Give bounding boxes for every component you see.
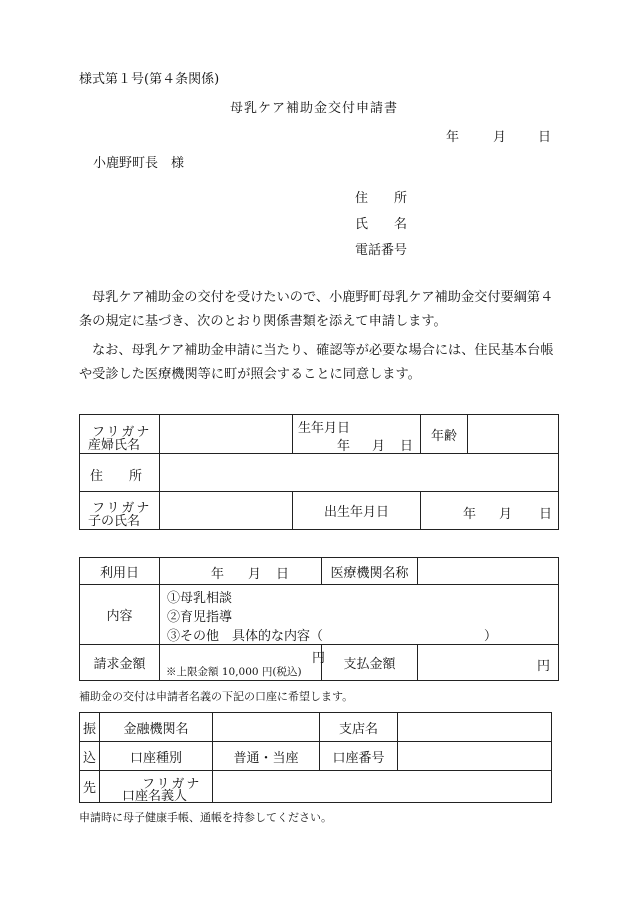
date-month-label: 月 xyxy=(493,130,507,145)
account-number-field[interactable] xyxy=(398,742,552,771)
payment-amount-label: 支払金額 xyxy=(322,645,418,681)
claim-yen-label: 円 xyxy=(312,651,326,666)
child-name-field[interactable] xyxy=(160,492,293,530)
content-options-cell xyxy=(160,585,559,645)
child-name-label: 子の氏名 xyxy=(88,514,141,529)
child-furigana-label: フリガナ xyxy=(92,501,152,516)
transfer-side-label-3: 先 xyxy=(80,771,100,803)
option-childcare-guidance[interactable]: ②育児指導 xyxy=(167,610,233,625)
payment-yen-label: 円 xyxy=(537,659,551,674)
paragraph-consent: なお、母乳ケア補助金申請に当たり、確認等が必要な場合には、住民基本台帳や受診した医療機関等に町が照会することに同意します。 xyxy=(79,343,554,382)
applicant-phone-label: 電話番号 xyxy=(355,243,408,258)
child-birth-month-label: 月 xyxy=(499,507,513,522)
usage-table xyxy=(79,557,559,681)
bank-name-field[interactable] xyxy=(213,713,320,742)
option-breastfeeding-consultation[interactable]: ①母乳相談 xyxy=(167,591,233,606)
address-label: 住 所 xyxy=(90,469,143,484)
birthdate-day-label: 日 xyxy=(400,439,414,454)
claim-amount-field[interactable] xyxy=(160,645,326,681)
medical-institution-label: 医療機関名称 xyxy=(322,558,418,585)
account-number-label: 口座番号 xyxy=(320,742,398,771)
payment-amount-field[interactable] xyxy=(418,645,559,681)
account-holder-field[interactable] xyxy=(213,771,552,803)
applicant-info-table xyxy=(79,414,559,530)
date-day-label: 日 xyxy=(538,130,552,145)
bank-account-table xyxy=(79,712,552,803)
account-holder-furigana-label: フリガナ xyxy=(142,777,202,792)
use-date-year-label: 年 xyxy=(211,567,225,582)
use-date-month-label: 月 xyxy=(248,567,262,582)
age-field[interactable] xyxy=(468,415,559,454)
use-date-field[interactable] xyxy=(160,558,322,585)
bank-note: 補助金の交付は申請者名義の下記の口座に希望します。 xyxy=(79,690,354,703)
address-field[interactable] xyxy=(160,454,559,492)
option-other-close-paren: ） xyxy=(484,629,498,644)
use-date-day-label: 日 xyxy=(276,567,290,582)
mother-birthdate-cell[interactable] xyxy=(293,415,421,454)
birthdate-month-label: 月 xyxy=(372,439,386,454)
mother-name-label-cell xyxy=(80,415,160,454)
footer-note: 申請時に母子健康手帳、通帳を持参してください。 xyxy=(79,811,332,824)
form-title: 母乳ケア補助金交付申請書 xyxy=(230,101,399,116)
age-label: 年齢 xyxy=(421,415,468,454)
date-year-label: 年 xyxy=(446,130,460,145)
branch-name-label: 支店名 xyxy=(320,713,398,742)
birthdate-year-label: 年 xyxy=(337,439,351,454)
applicant-name-label: 氏 名 xyxy=(355,217,408,232)
use-date-label: 利用日 xyxy=(80,558,160,585)
mother-birthdate-label: 生年月日 xyxy=(298,421,351,436)
applicant-address-label: 住 所 xyxy=(355,191,408,206)
child-birth-day-label: 日 xyxy=(539,507,553,522)
paragraph-request: 母乳ケア補助金の交付を受けたいので、小鹿野町母乳ケア補助金交付要綱第４条の規定に基づき、次のとおり関係書類を添えて申請します。 xyxy=(79,290,554,329)
address-label-cell xyxy=(80,454,160,492)
limit-note: ※上限金額 10,000 円(税込) xyxy=(166,666,302,678)
account-holder-label: 口座名義人 xyxy=(122,789,188,804)
transfer-side-label-2: 込 xyxy=(80,742,100,771)
medical-institution-field[interactable] xyxy=(418,558,559,585)
form-number: 様式第１号(第４条関係) xyxy=(79,72,220,87)
child-birthdate-field[interactable] xyxy=(421,492,559,530)
option-other[interactable]: ③その他 具体的な内容（ xyxy=(167,629,324,644)
bank-name-label: 金融機関名 xyxy=(100,713,213,742)
addressee: 小鹿野町長 様 xyxy=(93,156,185,171)
content-label: 内容 xyxy=(80,585,160,645)
child-birth-year-label: 年 xyxy=(463,507,477,522)
branch-name-field[interactable] xyxy=(398,713,552,742)
transfer-side-label-1: 振 xyxy=(80,713,100,742)
mother-name-label: 産婦氏名 xyxy=(88,438,141,453)
account-type-options[interactable]: 普通・当座 xyxy=(213,742,320,771)
account-type-label: 口座種別 xyxy=(100,742,213,771)
account-holder-label-cell xyxy=(100,771,213,803)
child-birthdate-label: 出生年月日 xyxy=(293,492,421,530)
mother-furigana-label: フリガナ xyxy=(92,425,152,440)
child-name-label-cell xyxy=(80,492,160,530)
claim-amount-label: 請求金額 xyxy=(80,645,160,681)
mother-name-field[interactable] xyxy=(160,415,293,454)
